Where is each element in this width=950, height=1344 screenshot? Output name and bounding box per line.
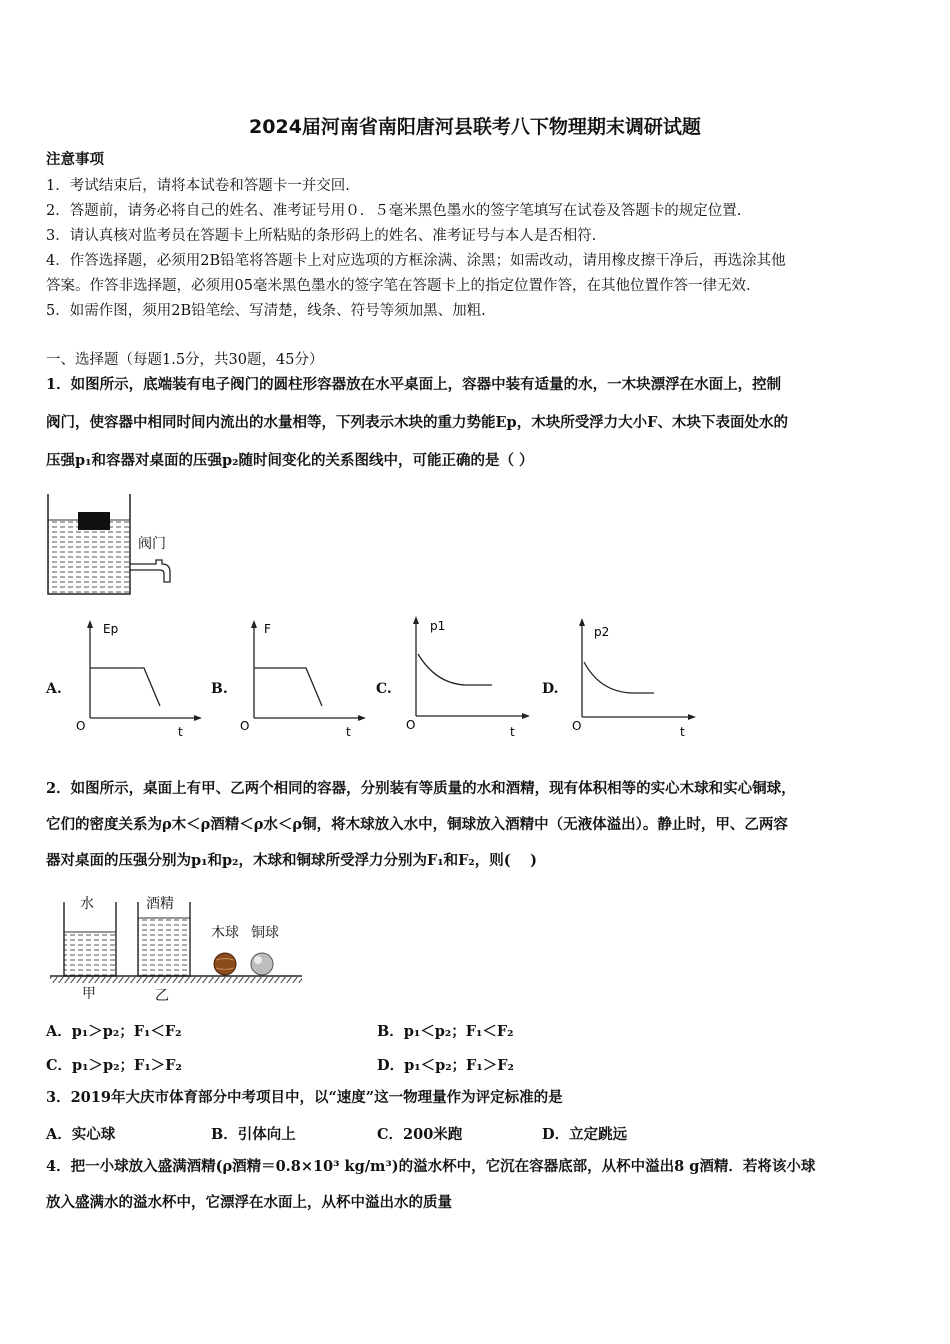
valve-icon	[130, 560, 170, 582]
graph-y-label: p2	[594, 625, 610, 639]
q1-text: 压强p₁和容器对桌面的压强p₂随时间变化的关系图线中，可能正确的是（ ）	[46, 452, 534, 469]
graph-d	[562, 614, 707, 744]
note-item: 5．如需作图，须用2B铅笔绘、写清楚，线条、符号等须加黑、加粗.	[46, 303, 486, 319]
q3-option-a[interactable]: A．实心球	[46, 1126, 116, 1143]
q3-option-b[interactable]: B．引体向上	[211, 1126, 296, 1143]
water-liquid	[64, 932, 116, 976]
graph-y-label: Ep	[103, 622, 119, 636]
q2-option-a[interactable]: A．p₁＞p₂；F₁＜F₂	[46, 1023, 182, 1040]
q3-text: 3．2019年大庆市体育部分中考项目中，以“速度”这一物理量作为评定标准的是	[46, 1089, 563, 1106]
q3-option-d[interactable]: D．立定跳远	[542, 1126, 628, 1143]
container-jia-label: 甲	[82, 986, 96, 1002]
graph-x-label: t	[510, 725, 515, 739]
alcohol-liquid	[138, 918, 190, 976]
graph-x-label: t	[178, 725, 183, 739]
graph-c	[396, 612, 541, 742]
graph-x-label: t	[680, 725, 685, 739]
note-item: 答案。作答非选择题，必须用05毫米黑色墨水的签字笔在答题卡上的指定位置作答，在其他位置作答一律无效.	[46, 278, 751, 294]
water-label: 水	[80, 896, 94, 912]
alcohol-label: 酒精	[146, 896, 174, 912]
q1-text: 阀门，使容器中相同时间内流出的水量相等，下列表示木块的重力势能Ep，木块所受浮力大小F、木块下表面处水的	[46, 414, 788, 431]
graph-origin: O	[240, 719, 250, 733]
q1-option-label[interactable]: D.	[542, 681, 559, 697]
valve-label: 阀门	[138, 536, 166, 552]
graph-curve	[418, 654, 492, 685]
q4-text: 放入盛满水的溢水杯中，它漂浮在水面上，从杯中溢出水的质量	[46, 1194, 452, 1211]
graph-x-label: t	[346, 725, 351, 739]
q3-option-c[interactable]: C．200米跑	[377, 1126, 463, 1143]
wood-block	[78, 512, 110, 530]
notes-heading: 注意事项	[46, 151, 104, 168]
copper-ball-label: 铜球	[251, 925, 279, 941]
q4-text: 4．把一小球放入盛满酒精(ρ酒精＝0.8×10³ kg/m³)的溢水杯中，它沉在容器底部，从杯中溢出8 g酒精．若将该小球	[46, 1158, 816, 1175]
graph-curve	[584, 662, 654, 693]
q2-text: 器对桌面的压强分别为p₁和p₂，木球和铜球所受浮力分别为F₁和F₂，则( )	[46, 852, 538, 869]
container-yi-label: 乙	[155, 988, 169, 1004]
q2-text: 2．如图所示，桌面上有甲、乙两个相同的容器，分别装有等质量的水和酒精，现有体积相等的实心木球和实心铜球，	[46, 780, 796, 797]
graph-curve	[254, 668, 322, 706]
graph-y-label: F	[264, 622, 271, 636]
graph-origin: O	[76, 719, 86, 733]
copper-ball	[251, 953, 273, 975]
note-item: 1．考试结束后，请将本试卷和答题卡一并交回.	[46, 178, 350, 194]
graph-origin: O	[406, 718, 416, 732]
q1-option-label[interactable]: A.	[46, 681, 62, 697]
q1-text: 1．如图所示，底端装有电子阀门的圆柱形容器放在水平桌面上，容器中装有适量的水，一木块漂浮在水面上，控制	[46, 376, 782, 393]
q2-option-b[interactable]: B．p₁＜p₂；F₁＜F₂	[377, 1023, 514, 1040]
q1-option-label[interactable]: B.	[211, 681, 228, 697]
graph-a	[70, 618, 210, 743]
q1-option-label[interactable]: C.	[376, 681, 392, 697]
note-item: 4．作答选择题，必须用2B铅笔将答题卡上对应选项的方框涂满、涂黑；如需改动，请用橡皮擦干净后，再选涂其他	[46, 253, 786, 269]
wood-ball-label: 木球	[211, 925, 239, 941]
graph-curve	[90, 668, 160, 706]
graph-y-label: p1	[430, 619, 446, 633]
q2-option-d[interactable]: D．p₁＜p₂；F₁＞F₂	[377, 1057, 514, 1074]
page-title: 2024届河南省南阳唐河县联考八下物理期末调研试题	[249, 116, 701, 138]
q2-option-c[interactable]: C．p₁＞p₂；F₁＞F₂	[46, 1057, 182, 1074]
note-item: 2．答题前，请务必将自己的姓名、准考证号用０．５毫米黑色墨水的签字笔填写在试卷及答题卡的规定位置.	[46, 203, 742, 219]
section-heading: 一、选择题（每题1.5分，共30题，45分）	[46, 352, 324, 368]
wood-ball	[214, 953, 236, 975]
q2-text: 它们的密度关系为ρ木＜ρ酒精＜ρ水＜ρ铜，将木球放入水中，铜球放入酒精中（无液体溢出）。静止时，甲、乙两容	[46, 816, 788, 833]
graph-b	[234, 618, 374, 743]
note-item: 3．请认真核对监考员在答题卡上所粘贴的条形码上的姓名、准考证号与本人是否相符.	[46, 228, 597, 244]
graph-origin: O	[572, 719, 582, 733]
